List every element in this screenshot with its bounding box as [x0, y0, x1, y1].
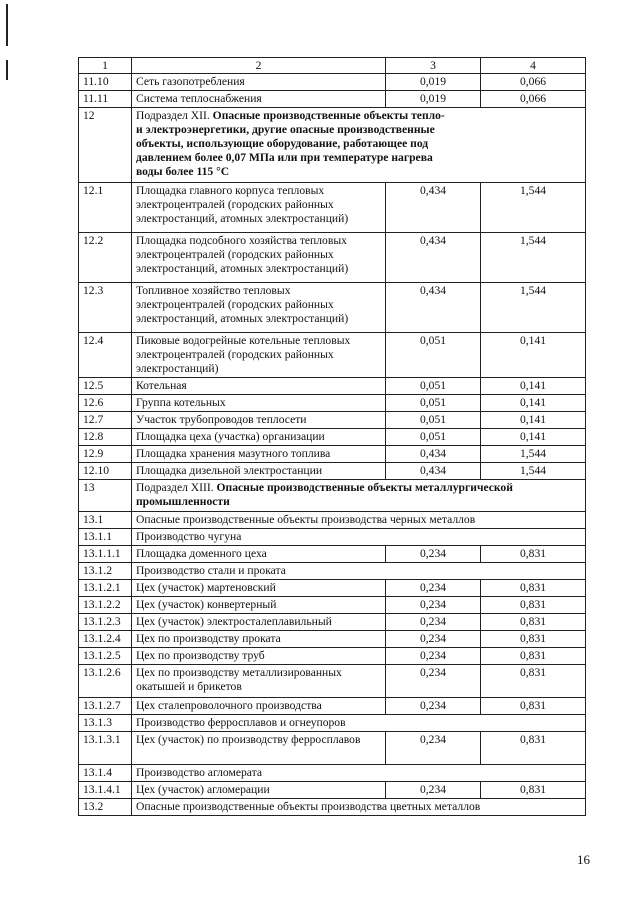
row-name: Участок трубопроводов теплосети: [132, 412, 386, 429]
header-cell: 2: [132, 58, 386, 74]
row-name: Цех по производству проката: [132, 631, 386, 648]
row-number: 13.1.3: [79, 715, 132, 732]
row-value-col4: 1,544: [481, 463, 586, 480]
subsection-row: [79, 563, 586, 580]
row-value-col3: 0,234: [386, 648, 481, 665]
row-number: 12.2: [79, 233, 132, 283]
row-name: Цех по производству труб: [132, 648, 386, 665]
row-value-col3: 0,234: [386, 597, 481, 614]
row-number: 13.1.1: [79, 529, 132, 546]
row-name: Цех (участок) мартеновский: [132, 580, 386, 597]
row-value-col3: 0,051: [386, 378, 481, 395]
row-name: Цех сталепроволочного производства: [132, 698, 386, 715]
row-name: Площадка главного корпуса тепловых электроцентралей (городских районных электростанций, атомных электростанций): [132, 183, 386, 233]
row-name: Топливное хозяйство тепловых электроцентралей (городских районных электростанций, атомных электростанций): [132, 283, 386, 333]
row-value-col4: 0,831: [481, 580, 586, 597]
row-value-col4: 0,831: [481, 546, 586, 563]
row-name: Цех (участок) конвертерный: [132, 597, 386, 614]
row-value-col4: 0,831: [481, 782, 586, 799]
row-name: Производство агломерата: [132, 765, 586, 782]
row-value-col3: 0,434: [386, 446, 481, 463]
row-number: 13.1.1.1: [79, 546, 132, 563]
row-name: Опасные производственные объекты производства цветных металлов: [132, 799, 586, 816]
row-number: 13.1.2.2: [79, 597, 132, 614]
row-value-col4: 0,831: [481, 648, 586, 665]
row-value-col3: 0,234: [386, 732, 481, 765]
subsection-row: [79, 512, 586, 529]
row-value-col3: 0,234: [386, 782, 481, 799]
table-row: [79, 446, 586, 463]
row-value-col4: 1,544: [481, 233, 586, 283]
table-row: [79, 546, 586, 563]
table-row: [79, 463, 586, 480]
table-row: [79, 429, 586, 446]
row-number: 12.3: [79, 283, 132, 333]
row-number: 11.11: [79, 91, 132, 108]
row-value-col3: 0,434: [386, 463, 481, 480]
row-name: Группа котельных: [132, 395, 386, 412]
table-row: [79, 91, 586, 108]
row-name: Производство чугуна: [132, 529, 586, 546]
row-number: 12.9: [79, 446, 132, 463]
row-value-col4: 0,141: [481, 412, 586, 429]
row-name: Цех по производству металлизированных окатышей и брикетов: [132, 665, 386, 698]
row-value-col4: 1,544: [481, 283, 586, 333]
row-value-col3: 0,234: [386, 665, 481, 698]
table-row: [79, 412, 586, 429]
row-number: 13.1.3.1: [79, 732, 132, 765]
binding-mark: [6, 60, 8, 80]
table-row: [79, 665, 586, 698]
row-number: 12.5: [79, 378, 132, 395]
table-row: [79, 580, 586, 597]
row-value-col4: 0,831: [481, 732, 586, 765]
row-number: 13.1.2.1: [79, 580, 132, 597]
table-row: [79, 782, 586, 799]
header-cell: 1: [79, 58, 132, 74]
section-heading: [132, 480, 586, 512]
row-name: Система теплоснабжения: [132, 91, 386, 108]
header-cell: 4: [481, 58, 586, 74]
table-row: [79, 631, 586, 648]
row-number: 13.1.2.3: [79, 614, 132, 631]
header-cell: 3: [386, 58, 481, 74]
row-name: Цех (участок) электросталеплавильный: [132, 614, 386, 631]
table-row: [79, 698, 586, 715]
subsection-row: [79, 765, 586, 782]
row-name: Площадка доменного цеха: [132, 546, 386, 563]
row-value-col3: 0,019: [386, 91, 481, 108]
table-row: [79, 74, 586, 91]
row-value-col3: 0,434: [386, 283, 481, 333]
row-number: 13.1.2.7: [79, 698, 132, 715]
row-value-col3: 0,051: [386, 429, 481, 446]
section-heading: [132, 108, 586, 183]
binding-mark: [6, 4, 8, 46]
row-number: 13.1.2: [79, 563, 132, 580]
row-name: Опасные производственные объекты производства черных металлов: [132, 512, 586, 529]
table-row: [79, 597, 586, 614]
table-row: [79, 283, 586, 333]
table-row: [79, 183, 586, 233]
row-value-col4: 0,141: [481, 333, 586, 378]
row-number: 12.10: [79, 463, 132, 480]
row-value-col3: 0,234: [386, 546, 481, 563]
subsection-row: [79, 715, 586, 732]
hazard-objects-table: [78, 57, 586, 816]
row-value-col4: 0,141: [481, 429, 586, 446]
row-value-col3: 0,434: [386, 183, 481, 233]
section-title: Опасные производственные объекты металлургической промышленности: [136, 481, 513, 508]
table-row: [79, 732, 586, 765]
row-value-col4: 0,831: [481, 665, 586, 698]
row-value-col4: 1,544: [481, 446, 586, 463]
row-name: Площадка цеха (участка) организации: [132, 429, 386, 446]
row-value-col4: 0,066: [481, 91, 586, 108]
row-value-col3: 0,434: [386, 233, 481, 283]
row-value-col3: 0,019: [386, 74, 481, 91]
row-number: 13.1.2.5: [79, 648, 132, 665]
row-name: Котельная: [132, 378, 386, 395]
table-row: [79, 378, 586, 395]
row-number: 12.1: [79, 183, 132, 233]
row-number: 13.1.2.6: [79, 665, 132, 698]
section-row: [79, 480, 586, 512]
row-value-col3: 0,234: [386, 698, 481, 715]
row-number: 11.10: [79, 74, 132, 91]
row-value-col4: 0,831: [481, 698, 586, 715]
row-number: 12.4: [79, 333, 132, 378]
subsection-row: [79, 799, 586, 816]
table-row: [79, 233, 586, 283]
table-row: [79, 333, 586, 378]
subsection-row: [79, 529, 586, 546]
row-value-col4: 0,831: [481, 614, 586, 631]
row-name: Производство ферросплавов и огнеупоров: [132, 715, 586, 732]
row-number: 12.8: [79, 429, 132, 446]
section-row: [79, 108, 586, 183]
row-value-col4: 0,831: [481, 631, 586, 648]
row-name: Пиковые водогрейные котельные тепловых электроцентралей (городских районных электростанций): [132, 333, 386, 378]
row-name: Сеть газопотребления: [132, 74, 386, 91]
row-value-col3: 0,234: [386, 580, 481, 597]
section-number: 12: [79, 108, 132, 183]
row-value-col4: 0,831: [481, 597, 586, 614]
row-name: Производство стали и проката: [132, 563, 586, 580]
row-value-col4: 0,066: [481, 74, 586, 91]
row-value-col3: 0,051: [386, 395, 481, 412]
row-value-col4: 0,141: [481, 395, 586, 412]
row-name: Цех (участок) агломерации: [132, 782, 386, 799]
row-number: 13.2: [79, 799, 132, 816]
table-row: [79, 395, 586, 412]
row-number: 13.1: [79, 512, 132, 529]
row-name: Площадка хранения мазутного топлива: [132, 446, 386, 463]
row-number: 12.6: [79, 395, 132, 412]
section-number: 13: [79, 480, 132, 512]
row-name: Цех (участок) по производству ферросплавов: [132, 732, 386, 765]
row-value-col4: 1,544: [481, 183, 586, 233]
table-header-row: [79, 58, 586, 74]
row-name: Площадка дизельной электростанции: [132, 463, 386, 480]
table-row: [79, 648, 586, 665]
row-value-col3: 0,234: [386, 614, 481, 631]
row-value-col4: 0,141: [481, 378, 586, 395]
row-value-col3: 0,051: [386, 333, 481, 378]
section-title: Опасные производственные объекты тепло- и электроэнергетики, другие опасные производственные объекты, использующие оборудование, работающее под давлением более 0,07 МПа или при температуре нагрева воды более 115 °С: [136, 109, 445, 178]
row-number: 13.1.2.4: [79, 631, 132, 648]
row-name: Площадка подсобного хозяйства тепловых электроцентралей (городских районных электростанций, атомных электростанций): [132, 233, 386, 283]
row-value-col3: 0,051: [386, 412, 481, 429]
row-value-col3: 0,234: [386, 631, 481, 648]
row-number: 13.1.4: [79, 765, 132, 782]
page-number: 16: [577, 852, 590, 867]
row-number: 13.1.4.1: [79, 782, 132, 799]
section-prefix: Подраздел XIII.: [136, 481, 217, 494]
row-number: 12.7: [79, 412, 132, 429]
table-row: [79, 614, 586, 631]
section-prefix: Подраздел XII.: [136, 109, 213, 122]
